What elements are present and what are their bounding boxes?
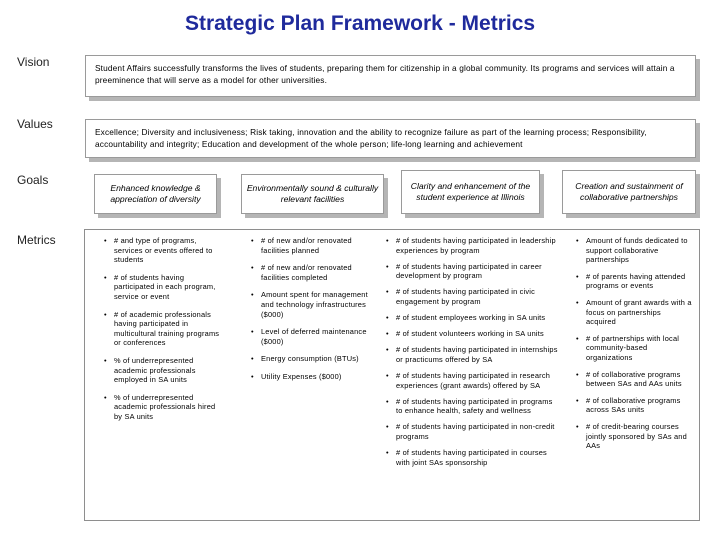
metric-item: • # of partnerships with local community-based organizations: [576, 334, 692, 363]
metric-item: • # of students having participated in leadership experiences by program: [386, 236, 558, 255]
goal-text: Creation and sustainment of collaborative partnerships: [575, 181, 683, 202]
metric-item: • # of students having participated in courses with joint SAs sponsorship: [386, 448, 558, 467]
metric-item: • % of underrepresented academic professionals employed in SA units: [104, 356, 222, 385]
page-title: Strategic Plan Framework - Metrics: [184, 12, 536, 35]
metric-item: • # of students having participated in career development by program: [386, 262, 558, 281]
metric-item: • # of students having participated in research experiences (grant awards) offered by SA: [386, 371, 558, 390]
metric-item: • # of collaborative programs across SAs units: [576, 396, 692, 415]
metric-item: • # of new and/or renovated facilities completed: [251, 263, 377, 282]
metric-item: • # of students having participated in internships or practicums offered by SA: [386, 345, 558, 364]
metric-item: • Amount spent for management and technology infrastructures ($000): [251, 290, 377, 319]
metric-item: • # of collaborative programs between SAs and AAs units: [576, 370, 692, 389]
goal-box-student-experience: [401, 170, 540, 214]
metric-item: • # and type of programs, services or events offered to students: [104, 236, 222, 265]
metrics-list-student-experience: [386, 236, 558, 474]
metric-item: • # of students having participated in programs to enhance health, safety and wellness: [386, 397, 558, 416]
goal-box-partnerships: [562, 170, 696, 214]
goal-box-diversity: [94, 174, 217, 214]
metric-item: • Amount of funds dedicated to support collaborative partnerships: [576, 236, 692, 265]
metric-item: • # of students having participated in non-credit programs: [386, 422, 558, 441]
metrics-label: Metrics: [17, 233, 56, 247]
metric-item: • # of students having participated in civic engagement by program: [386, 287, 558, 306]
metric-item: • # of student volunteers working in SA units: [386, 329, 558, 339]
goal-text: Environmentally sound & culturally relevant facilities: [246, 183, 379, 204]
metric-item: • Energy consumption (BTUs): [251, 354, 377, 364]
goals-label: Goals: [17, 173, 49, 187]
metric-item: • # of academic professionals having participated in multicultural training programs or conferences: [104, 310, 222, 348]
metrics-list-partnerships: [576, 236, 692, 458]
metric-item: • Level of deferred maintenance ($000): [251, 327, 377, 346]
metric-item: • # of credit-bearing courses jointly sponsored by SAs and AAs: [576, 422, 692, 451]
metric-item: • # of new and/or renovated facilities planned: [251, 236, 377, 255]
values-label: Values: [17, 117, 53, 131]
goal-box-facilities: [241, 174, 384, 214]
metric-item: • % of underrepresented academic professionals hired by SA units: [104, 393, 222, 422]
metric-item: • # of students having participated in each program, service or event: [104, 273, 222, 302]
goal-text: Enhanced knowledge & appreciation of diversity: [110, 183, 201, 204]
metric-item: • Amount of grant awards with a focus on partnerships acquired: [576, 298, 692, 327]
metrics-list-diversity: [104, 236, 222, 430]
metric-item: • Utility Expenses ($000): [251, 372, 377, 382]
metric-item: • # of student employees working in SA units: [386, 313, 558, 323]
goal-text: Clarity and enhancement of the student experience at Illinois: [410, 181, 531, 202]
vision-label: Vision: [17, 55, 50, 69]
vision-box: Student Affairs successfully transforms the lives of students, preparing them for citizenship in a global community. Its programs and services will attain a preeminence that will serve as a model for other universities.: [85, 55, 696, 97]
metrics-list-facilities: [251, 236, 377, 390]
metric-item: • # of parents having attended programs or events: [576, 272, 692, 291]
values-box: Excellence; Diversity and inclusiveness; Risk taking, innovation and the ability to recognize failure as part of the learning process; Responsibility, accountability and integrity; Education and development of the whole person; life-long learning and achievement: [85, 119, 696, 158]
